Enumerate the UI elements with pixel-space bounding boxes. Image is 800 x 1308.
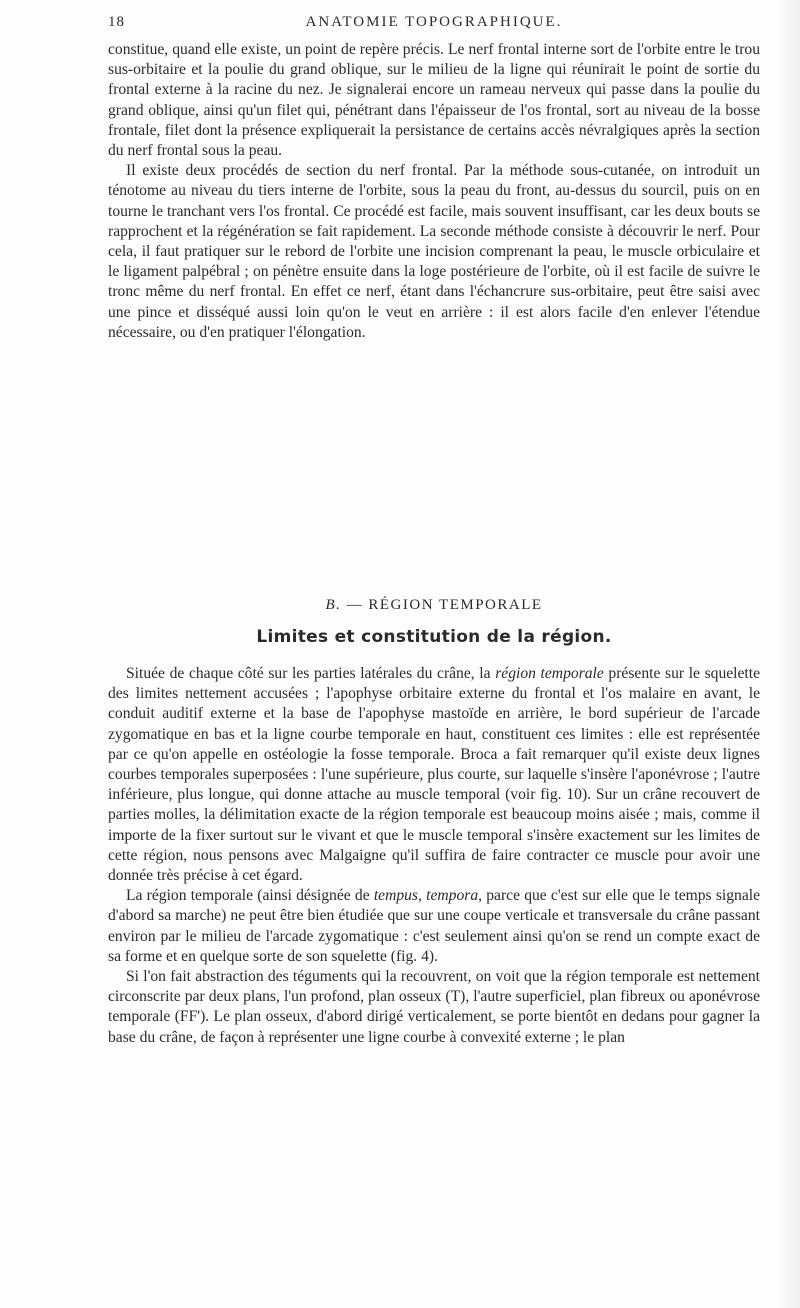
page-number: 18 bbox=[108, 14, 125, 30]
limits-term: région temporale bbox=[495, 665, 604, 682]
section-dash: — bbox=[341, 597, 369, 613]
text-block-section bbox=[108, 664, 760, 1048]
etymology-term-tempus: tempus bbox=[373, 887, 419, 905]
procedure-paragraph: Il existe deux procédés de section du nerf frontal. Par la méthode sous-cutanée, on introduit un ténotome au niveau du tiers interne de l'orbite, sous la peau du front, au-dessus du sourcil, puis on en tourne le tranchant vers l'os frontal. Ce procédé est facile, mais souvent insuffisant, car les deux bouts se rapprochent et la régénération se fait rapidement. La seconde méthode consiste à découvrir le nerf. Pour cela, il faut pratiquer sur le rebord de l'orbite une incision comprenant la peau, le muscle orbiculaire et le ligament palpébral ; on pénètre ensuite dans la loge postérieure de l'orbite, où il est facile de suivre le tronc même du nerf frontal. En effet ce nerf, étant dans l'échancrure sus-orbitaire, peut être saisi avec une pince et disséqué aussi loin qu'on le veut en arrière : il est alors facile d'en enlever l'étendue nécessaire, ou d'en pratiquer l'élongation. bbox=[108, 162, 760, 341]
planes-paragraph: Si l'on fait abstraction des téguments qui la recouvrent, on voit que la région temporale est nettement circonscrite par deux plans, l'un profond, plan osseux (T), l'autre superficiel, plan fibreux ou aponévrose temporale (FF'). Le plan osseux, d'abord dirigé verticalement, se porte bientôt en dedans pour gagner la base du crâne, de façon à représenter une ligne courbe à convexité externe ; le plan bbox=[108, 968, 760, 1046]
section-letter: B. bbox=[325, 597, 342, 613]
running-title: ANATOMIE TOPOGRAPHIQUE. bbox=[305, 14, 563, 30]
etymology-text-before: La région temporale (ainsi désignée de bbox=[126, 887, 374, 905]
section-heading bbox=[108, 597, 760, 614]
limits-text-after: présente sur le squelette des limites nettement accusées ; l'apophyse orbitaire externe du frontal et l'os malaire en avant, le conduit auditif externe et la base de l'apophyse mastoïde en arrière, le bord supérieur de l'arcade zygomatique en bas et la ligne courbe temporale en haut, constituent ces limites : elle est représentée par ce qu'on appelle en ostéologie la fosse temporale. Broca a fait remarquer qu'il existe deux lignes courbes temporales superposées : l'une supérieure, plus courte, sur laquelle s'insère l'aponévrose ; l'autre inférieure, plus longue, qui donne attache au muscle temporal (voir fig. 10). Sur un crâne recouvert de parties molles, la délimitation exacte de la région temporale est beaucoup moins aisée ; mais, comme il importe de la fixer surtout sur le vivant et que le muscle temporal s'insère exactement sur les limites de cette région, nous pensons avec Malgaigne qu'il suffira de faire contracter ce muscle pour avoir une donnée très précise à cet égard. bbox=[108, 665, 761, 885]
intro-paragraph: constitue, quand elle existe, un point de repère précis. Le nerf frontal interne sort de l'orbite entre le trou sus-orbitaire et la poulie du grand oblique, sur le milieu de la ligne qui réunirait le point de sortie du frontal externe à la racine du nez. Je signalerai encore un rameau nerveux qui passe dans la poulie du grand oblique, ainsi qu'un filet qui, pénétrant dans l'épaisseur de l'os frontal, sort au niveau de la bosse frontale, filet dont la présence expliquerait la persistance de certains accès névralgiques après la section du nerf frontal sous la peau. bbox=[108, 41, 760, 160]
running-head bbox=[108, 14, 760, 36]
section-title: RÉGION TEMPORALE bbox=[368, 597, 543, 613]
etymology-separator: , bbox=[418, 887, 427, 905]
etymology-paragraph bbox=[108, 886, 760, 967]
text-block-top bbox=[108, 40, 760, 343]
subheading: Limites et constitution de la région. bbox=[256, 627, 612, 647]
limits-paragraph bbox=[108, 664, 760, 886]
page-edge-shadow bbox=[778, 0, 800, 1308]
limits-text-before: Située de chaque côté sur les parties latérales du crâne, la bbox=[126, 665, 496, 682]
etymology-text-after: , parce que c'est sur elle que le temps signale d'abord sa marche) ne peut être bien étudiée que sur une coupe verticale et transversale du crâne passant environ par le milieu de l'arcade zygomatique : c'est seulement ainsi qu'on se rend un compte exact de sa forme et en quelque sorte de son squelette (fig. 4). bbox=[108, 887, 761, 965]
etymology-term-tempora: tempora bbox=[426, 887, 479, 905]
